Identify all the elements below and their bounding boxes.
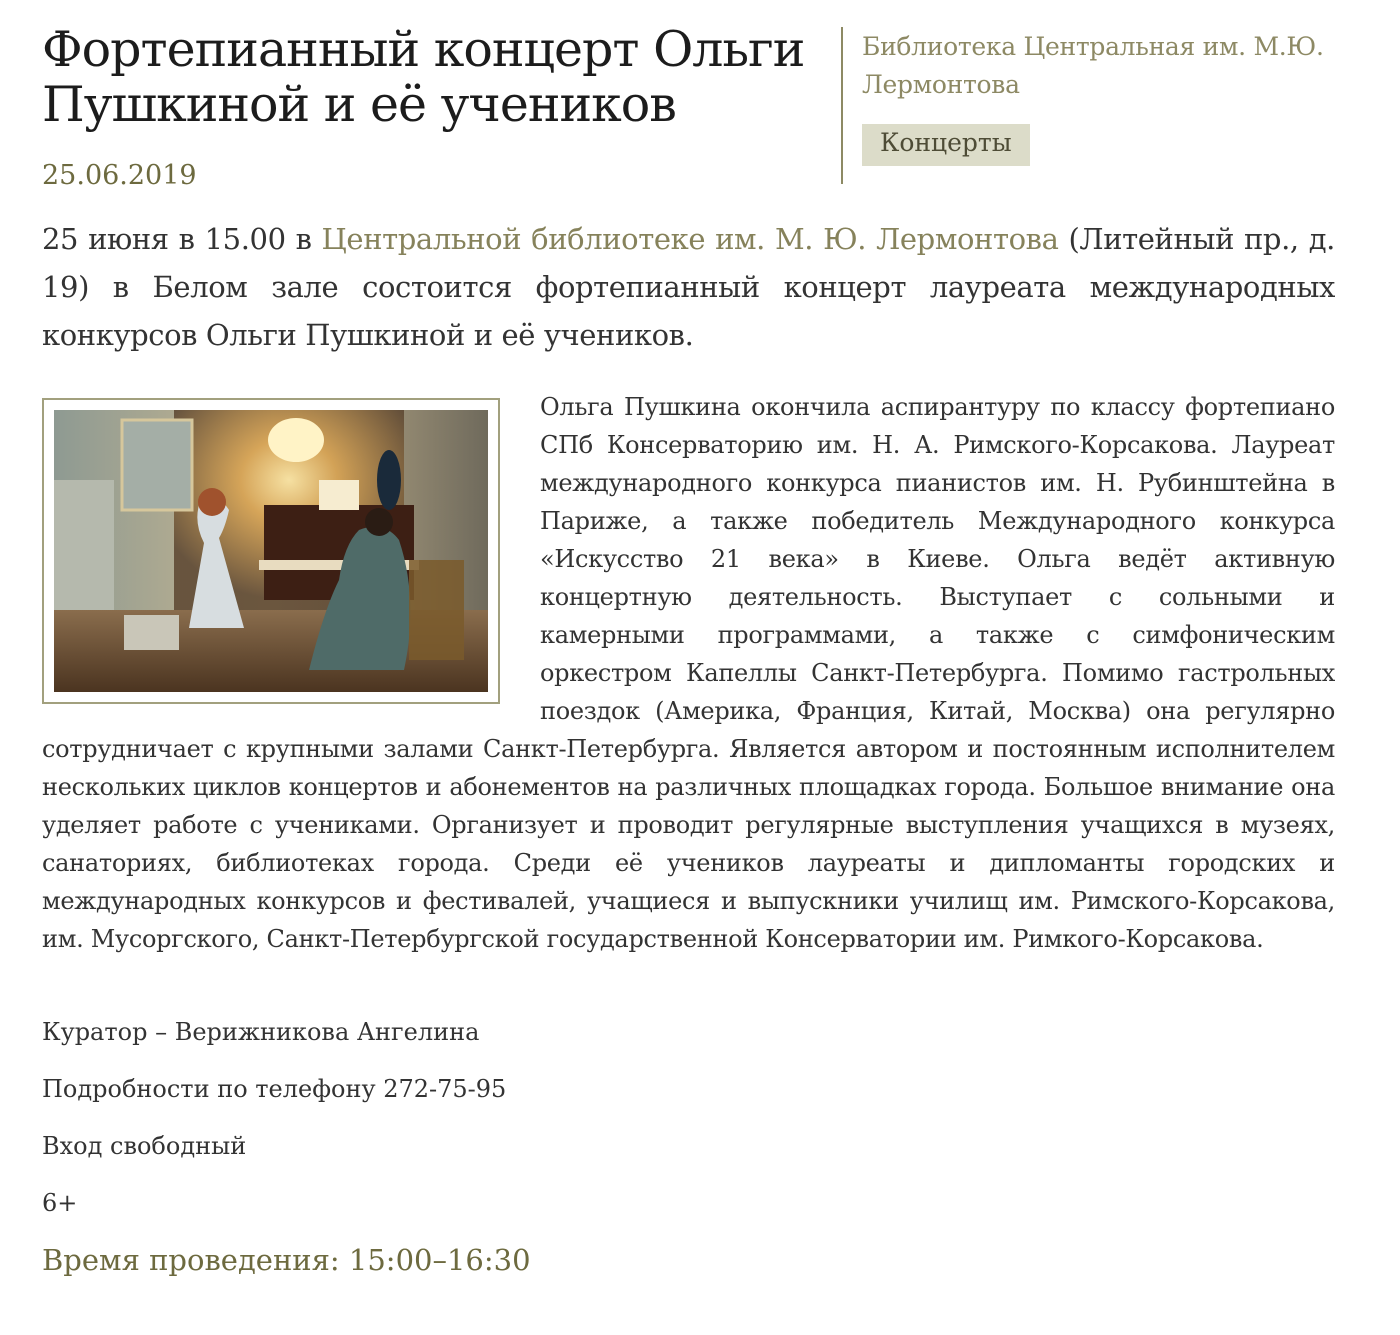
biography-text: Ольга Пушкина окончила аспирантуру по классу фортепиано СПб Консерваторию им. Н. А. Римского-Корсакова. Лауреат международного конкурса пианистов им. Н. Рубинштейна в Париже, а также победитель Международного конкурса «Искусство 21 века» в Киеве. Ольга ведёт активную концертную деятельность. Выступает с сольными и камерными программами, а также с симфоническим оркестром Капеллы Санкт-Петербурга. Помимо гастрольных поездок (Америка, Франция, Китай, Москва) она регулярно сотрудничает с крупными залами Санкт-Петербурга. Является автором и постоянным исполнителем нескольких циклов концертов и абонементов на различных площадках города. Большое внимание она уделяет работе с учениками. Организует и проводит регулярные выступления учащихся в музеях, санаториях, библиотеках города. Среди её учеников лауреаты и дипломанты городских и международных конкурсов и фестивалей, учащиеся и выпускники училищ им. Римского-Корсакова, им. Мусоргского, Санкт-Петербургской государственной Консерватории им. Римкого-Корсакова.	[42, 393, 1335, 953]
event-sidebar	[862, 28, 1342, 166]
painting-chair	[409, 560, 464, 660]
painting-vase	[377, 450, 401, 510]
painting-mirror	[122, 420, 192, 510]
event-header	[42, 0, 1335, 205]
event-time: Время проведения: 15:00–16:30	[42, 1243, 531, 1277]
painting-woman-head	[365, 508, 393, 536]
curator-info: Куратор – Верижникова Ангелина	[42, 1018, 480, 1046]
painting-girl-head	[198, 488, 226, 516]
lead-text-start: 25 июня в 15.00 в	[42, 222, 322, 256]
painting-lampshade	[268, 418, 324, 462]
painting-sheet-music	[319, 480, 359, 510]
library-address-link[interactable]: Центральной библиотеке им. М. Ю. Лермонтова	[321, 222, 1059, 256]
age-rating: 6+	[42, 1189, 78, 1217]
library-link[interactable]: Библиотека Центральная им. М.Ю. Лермонтова	[862, 32, 1324, 99]
event-date: 25.06.2019	[42, 160, 197, 191]
lead-text-end: (Литейный пр., д. 19) в Белом зале состоится фортепианный концерт лауреата международных конкурсов Ольги Пушкиной и её учеников.	[42, 222, 1335, 352]
event-page	[42, 0, 1335, 1277]
header-divider	[841, 27, 843, 184]
category-tag[interactable]: Концерты	[862, 124, 1030, 166]
entry-info: Вход свободный	[42, 1132, 247, 1160]
piano-lesson-painting	[54, 410, 488, 692]
event-description	[42, 388, 1335, 958]
event-lead	[42, 215, 1335, 359]
event-title: Фортепианный концерт Ольги Пушкиной и её учеников	[42, 21, 805, 133]
phone-info: Подробности по телефону 272-75-95	[42, 1075, 507, 1103]
painting-fireplace	[54, 480, 114, 610]
painting-image-frame	[42, 398, 500, 704]
painting-stool	[124, 615, 179, 650]
